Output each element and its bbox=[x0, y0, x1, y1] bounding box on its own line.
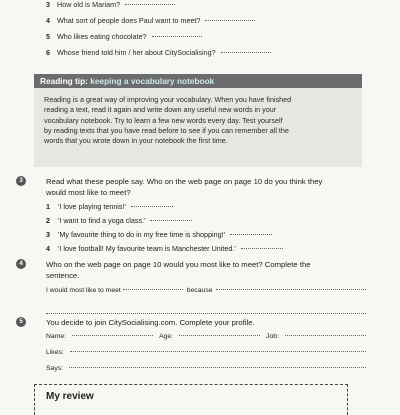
item-text: 'I want to find a yoga class.' bbox=[58, 216, 146, 225]
reading-tip-title: keeping a vocabulary notebook bbox=[90, 76, 215, 86]
likes-field[interactable] bbox=[70, 351, 366, 352]
question-row bbox=[46, 32, 376, 48]
answer-line[interactable] bbox=[241, 248, 283, 249]
sentence-completion bbox=[46, 287, 366, 299]
exercise-prompt bbox=[46, 259, 366, 281]
question-row bbox=[46, 16, 376, 32]
says-label: Says: bbox=[46, 365, 63, 372]
tip-line: Reading is a great way of improving your vocabulary. When you have finished bbox=[44, 95, 292, 104]
tip-line: by reading texts that you have read before to see if you can remember all the bbox=[44, 125, 289, 135]
prompt-line: Read what these people say. Who on the web page on page 10 do you think they bbox=[46, 177, 323, 186]
question-text: Who likes eating chocolate? bbox=[57, 32, 147, 41]
exercise-item bbox=[46, 202, 366, 216]
exercise-item bbox=[46, 244, 366, 258]
answer-line[interactable] bbox=[230, 234, 272, 235]
reading-tip-header bbox=[34, 74, 362, 88]
answer-line[interactable] bbox=[46, 299, 366, 314]
profile-row-likes bbox=[46, 349, 366, 362]
question-number: 3 bbox=[46, 0, 50, 9]
answer-line[interactable] bbox=[131, 206, 173, 207]
job-label: Job: bbox=[266, 333, 279, 340]
review-title: My review bbox=[46, 391, 94, 402]
profile-row-says bbox=[46, 365, 366, 378]
answer-line[interactable] bbox=[125, 4, 175, 5]
age-field[interactable] bbox=[179, 335, 260, 336]
exercise-items bbox=[46, 202, 366, 258]
age-label: Age: bbox=[159, 333, 174, 340]
question-text: How old is Mariam? bbox=[57, 0, 121, 9]
answer-line[interactable] bbox=[205, 20, 255, 21]
name-label: Name: bbox=[46, 333, 67, 340]
question-number: 5 bbox=[46, 32, 50, 41]
tip-line: reading a text, read it again and write down any useful new words in your bbox=[44, 105, 277, 115]
question-text: Whose friend told him / her about CitySocialising? bbox=[57, 48, 216, 57]
answer-line[interactable] bbox=[152, 36, 202, 37]
likes-label: Likes: bbox=[46, 349, 64, 356]
says-field[interactable] bbox=[69, 367, 366, 368]
exercise-item bbox=[46, 230, 366, 244]
item-text: 'I love football! My favourite team is Manchester United.' bbox=[58, 244, 236, 253]
prompt-line: would most like to meet? bbox=[46, 188, 131, 197]
exercise-number-badge: 5 bbox=[16, 317, 26, 327]
question-list bbox=[46, 0, 376, 64]
reading-tip-body bbox=[34, 88, 362, 146]
question-text: What sort of people does Paul want to meet? bbox=[57, 16, 201, 25]
exercise-prompt: You decide to join CitySocialising.com. Complete your profile. bbox=[46, 318, 255, 327]
exercise-prompt bbox=[46, 176, 366, 198]
sentence-start: I would most like to meet bbox=[46, 287, 121, 294]
question-number: 4 bbox=[46, 16, 50, 25]
profile-row-basic bbox=[46, 333, 366, 346]
prompt-line: sentence. bbox=[46, 271, 80, 280]
exercise-4 bbox=[16, 259, 366, 314]
exercise-item bbox=[46, 216, 366, 230]
reading-tip-label: Reading tip: bbox=[40, 76, 88, 86]
answer-line[interactable] bbox=[216, 289, 367, 290]
exercise-3 bbox=[16, 176, 366, 258]
answer-line[interactable] bbox=[123, 289, 183, 290]
item-number: 4 bbox=[46, 244, 50, 253]
exercise-5 bbox=[16, 317, 366, 378]
prompt-line: Who on the web page on page 10 would you most like to meet? Complete the bbox=[46, 260, 311, 269]
sentence-because: because bbox=[186, 287, 213, 294]
item-number: 3 bbox=[46, 230, 50, 239]
item-number: 1 bbox=[46, 202, 50, 211]
name-field[interactable] bbox=[72, 335, 153, 336]
item-text: 'I love playing tennis!' bbox=[58, 202, 126, 211]
question-row bbox=[46, 48, 376, 64]
tip-line: words that you wrote down in your notebook the first time. bbox=[44, 136, 228, 146]
exercise-number-badge: 3 bbox=[16, 176, 26, 186]
item-number: 2 bbox=[46, 216, 50, 225]
job-field[interactable] bbox=[285, 335, 366, 336]
item-text: 'My favourite thing to do in my free time is shopping!' bbox=[58, 230, 225, 239]
exercise-number-badge: 4 bbox=[16, 259, 26, 269]
answer-line[interactable] bbox=[221, 52, 271, 53]
answer-line[interactable] bbox=[150, 220, 192, 221]
tip-line: vocabulary notebook. Try to learn a few new words every day. Test yourself bbox=[44, 115, 283, 125]
question-number: 6 bbox=[46, 48, 50, 57]
question-row bbox=[46, 0, 376, 16]
reading-tip-box bbox=[34, 74, 362, 167]
